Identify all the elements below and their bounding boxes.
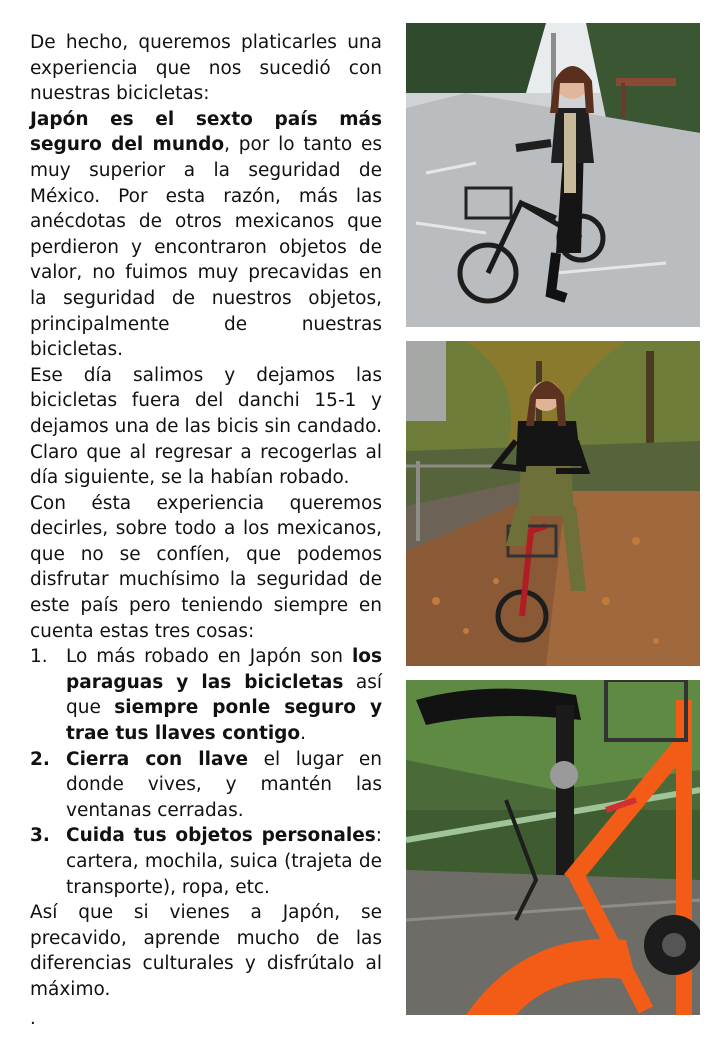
tips-list xyxy=(30,644,382,900)
tip-bold: los paraguas y las bicicletas xyxy=(66,646,382,693)
anecdote-paragraph: Ese día salimos y dejamos las bicicletas fuera del danchi 15-1 y dejamos una de las bicis sin candado. Claro que al regresar a recogerlas al día siguiente, se la habían robado. xyxy=(30,364,382,489)
tip-text: así que xyxy=(66,671,382,719)
closing-paragraph: Así que si vienes a Japón, se precavido, aprende mucho de las diferencias culturales y disfrútalo al máximo. xyxy=(30,902,382,1000)
safety-highlight: Japón es el sexto país más seguro del mundo xyxy=(30,108,382,156)
safety-paragraph xyxy=(30,107,382,363)
tip-number: 3. xyxy=(30,825,50,847)
tip-text: el lugar en donde vives, y mantén las ventanas cerradas. xyxy=(66,748,382,821)
tip-item xyxy=(30,644,382,746)
tip-text: Lo más robado en Japón son xyxy=(66,646,352,668)
tip-item xyxy=(30,747,382,824)
tip-item xyxy=(30,823,382,900)
tip-text: : cartera, mochila, suica (trajeta de transporte), ropa, etc. xyxy=(66,825,382,898)
tip-bold: siempre ponle seguro y trae tus llaves contigo xyxy=(66,697,382,745)
intro-paragraph: De hecho, queremos platicarles una experiencia que nos sucedió con nuestras bicicletas: xyxy=(30,32,382,105)
photo-orange-bike xyxy=(406,680,700,1015)
photo-bike-road xyxy=(406,23,700,327)
tip-bold: Cuida tus objetos personales xyxy=(66,825,376,847)
article-text xyxy=(30,30,382,1003)
advice-paragraph: Con ésta experiencia queremos decirles, sobre todo a los mexicanos, que no se confíen, que podemos disfrutar muchísimo la seguridad de este país pero teniendo siempre en cuenta estas tres cosas: xyxy=(30,492,382,642)
trailing-dot: . xyxy=(30,1008,36,1029)
tip-number: 1. xyxy=(30,646,48,668)
safety-text: , por lo tanto es muy superior a la seguridad de México. Por esta razón, más las anécdotas de otros mexicanos que perdieron y encontraron objetos de valor, no fuimos muy precavidas en la seguridad de nuestros objetos, principalmente de nuestras bicicletas. xyxy=(30,134,383,361)
tip-number: 2. xyxy=(30,748,50,770)
tip-text: . xyxy=(300,723,307,745)
photo-bike-park xyxy=(406,341,700,666)
tip-bold: Cierra con llave xyxy=(66,748,249,770)
